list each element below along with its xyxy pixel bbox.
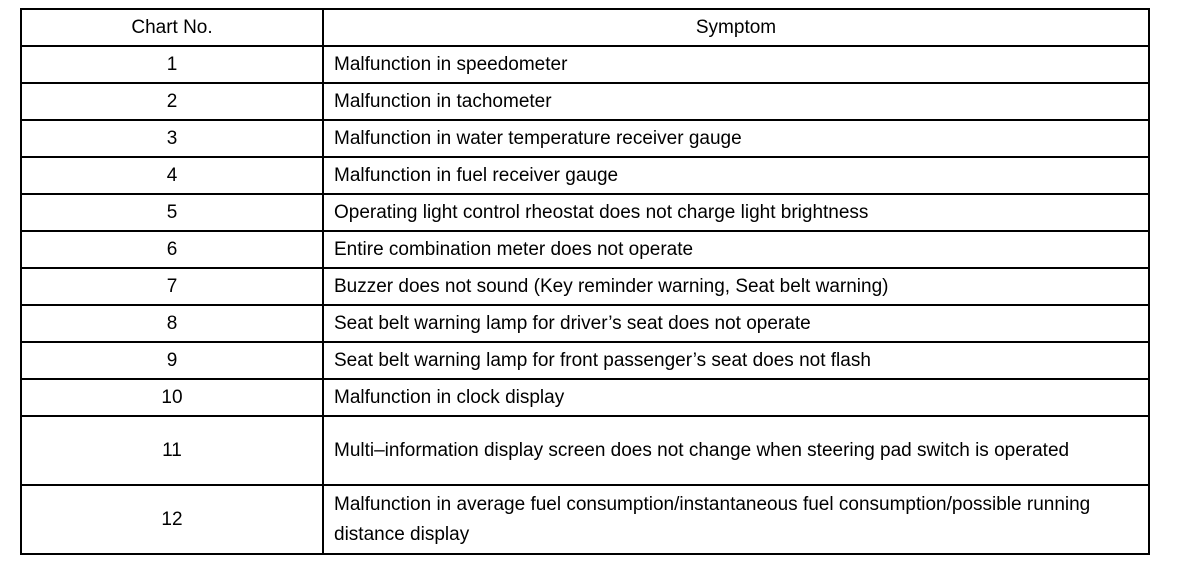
symptom-cell: Seat belt warning lamp for front passenger’s seat does not flash xyxy=(323,342,1149,379)
symptom-cell: Entire combination meter does not operate xyxy=(323,231,1149,268)
symptom-cell: Malfunction in tachometer xyxy=(323,83,1149,120)
header-chart-no: Chart No. xyxy=(21,9,323,46)
table-header-row xyxy=(21,9,1149,46)
symptom-cell: Seat belt warning lamp for driver’s seat does not operate xyxy=(323,305,1149,342)
symptom-chart-table xyxy=(20,8,1150,555)
chart-no-cell: 9 xyxy=(21,342,323,379)
symptom-cell: Buzzer does not sound (Key reminder warning, Seat belt warning) xyxy=(323,268,1149,305)
table-row xyxy=(21,485,1149,554)
table-row xyxy=(21,305,1149,342)
chart-no-cell: 11 xyxy=(21,416,323,485)
table-row xyxy=(21,416,1149,485)
table-row xyxy=(21,120,1149,157)
table-row xyxy=(21,83,1149,120)
symptom-cell: Operating light control rheostat does not charge light brightness xyxy=(323,194,1149,231)
symptom-cell: Malfunction in fuel receiver gauge xyxy=(323,157,1149,194)
chart-no-cell: 10 xyxy=(21,379,323,416)
chart-no-cell: 7 xyxy=(21,268,323,305)
table-row xyxy=(21,46,1149,83)
chart-no-cell: 2 xyxy=(21,83,323,120)
table-row xyxy=(21,194,1149,231)
table-row xyxy=(21,268,1149,305)
symptom-cell: Multi–information display screen does not change when steering pad switch is operated xyxy=(323,416,1149,485)
chart-no-cell: 8 xyxy=(21,305,323,342)
table-row xyxy=(21,157,1149,194)
chart-no-cell: 1 xyxy=(21,46,323,83)
chart-no-cell: 3 xyxy=(21,120,323,157)
chart-no-cell: 6 xyxy=(21,231,323,268)
header-symptom: Symptom xyxy=(323,9,1149,46)
chart-no-cell: 4 xyxy=(21,157,323,194)
table-row xyxy=(21,231,1149,268)
symptom-cell: Malfunction in clock display xyxy=(323,379,1149,416)
chart-no-cell: 5 xyxy=(21,194,323,231)
chart-no-cell: 12 xyxy=(21,485,323,554)
table-row xyxy=(21,342,1149,379)
symptom-cell: Malfunction in water temperature receiver gauge xyxy=(323,120,1149,157)
symptom-cell: Malfunction in average fuel consumption/instantaneous fuel consumption/possible running distance display xyxy=(323,485,1149,554)
table-row xyxy=(21,379,1149,416)
symptom-cell: Malfunction in speedometer xyxy=(323,46,1149,83)
